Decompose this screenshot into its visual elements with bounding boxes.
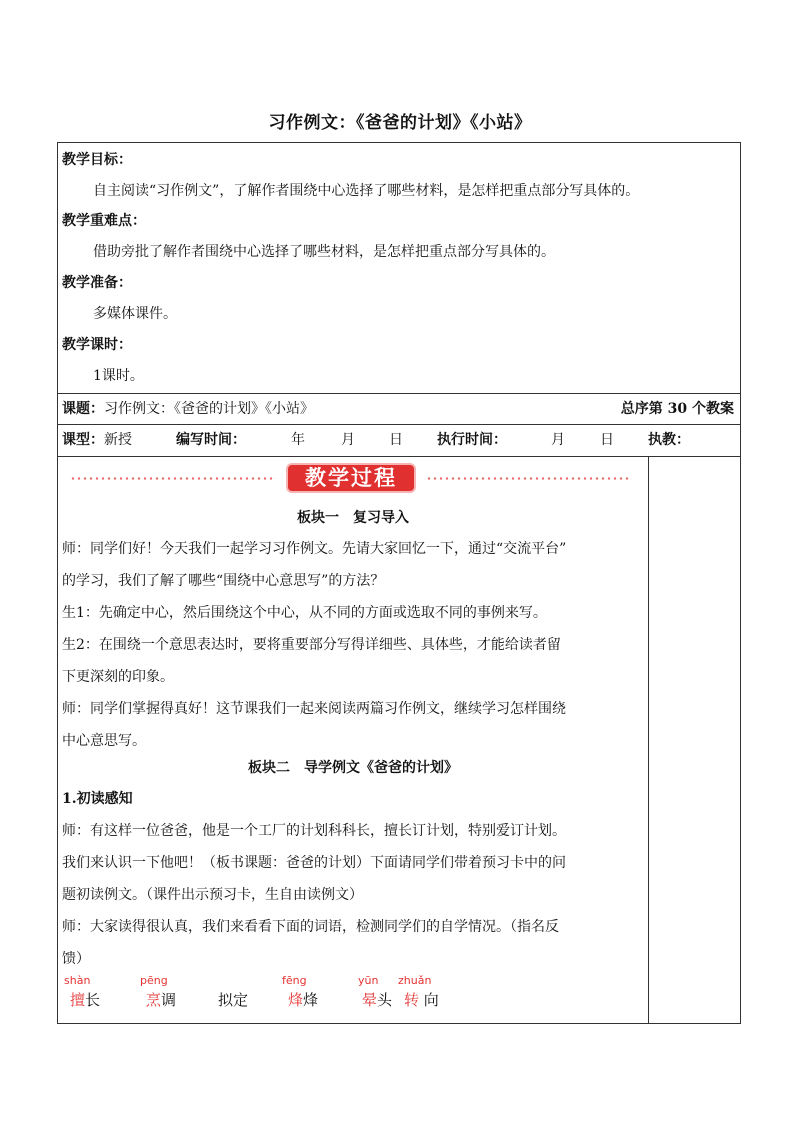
dotted-line-left	[70, 477, 276, 480]
char-rest: 拟定	[218, 991, 249, 1009]
topic-value: 习作例文：《爸爸的计划》《小站》	[104, 401, 314, 417]
char-rest: 烽	[303, 991, 319, 1009]
dotted-line-right	[426, 477, 632, 480]
type-field	[62, 431, 132, 449]
teaching-process-banner	[58, 461, 648, 497]
prep-label: 教学准备：	[62, 275, 132, 291]
column-divider	[648, 456, 649, 1023]
process-paragraphs	[62, 533, 644, 757]
paragraph-line: 生1：先确定中心，然后围绕这个中心，从不同的方面或选取不同的事例来写。	[62, 605, 547, 621]
prep-text: 多媒体课件。	[93, 306, 177, 322]
teacher-label: 执教：	[648, 432, 690, 448]
write-year: 年	[291, 432, 305, 448]
topic-label: 课题：	[62, 401, 104, 417]
exec-day: 日	[600, 432, 614, 448]
paragraph-line: 师：大家读得很认真，我们来看看下面的词语，检测同学们的自学情况。（指名反	[62, 919, 559, 935]
write-month: 月	[341, 432, 355, 448]
exec-month: 月	[551, 432, 565, 448]
reading-paragraphs	[62, 783, 644, 975]
key-label: 教学重难点：	[62, 213, 146, 229]
paragraph-line: 师：有这样一位爸爸，他是一个工厂的计划科科长，擅长订计划，特别爱订计划。	[62, 823, 566, 839]
paragraph-line: 的学习，我们了解了哪些“围绕中心意思写”的方法？	[62, 573, 385, 589]
goal-label: 教学目标：	[62, 152, 132, 168]
highlighted-char: 转	[404, 991, 420, 1009]
serial-suffix: 个教案	[692, 401, 734, 417]
char-rest: 长	[85, 991, 101, 1009]
hours-text: 1课时。	[93, 368, 144, 384]
type-label: 课型：	[62, 432, 104, 448]
paragraph-line: 馈）	[62, 951, 90, 967]
pinyin: shàn	[64, 974, 91, 987]
document-title: 习作例文：《爸爸的计划》《小站》	[268, 113, 532, 133]
highlighted-char: 烽	[288, 991, 304, 1009]
divider	[58, 393, 740, 394]
write-time-label: 编写时间：	[176, 432, 246, 448]
topic-row	[62, 400, 314, 418]
lesson-plan-table	[57, 142, 741, 1024]
section1-title: 板块一 复习导入	[297, 510, 409, 526]
serial-value: 30	[667, 401, 688, 417]
paragraph-line: 生2：在围绕一个意思表达时，要将重要部分写得详细些、具体些，才能给读者留	[62, 637, 561, 653]
key-text: 借助旁批了解作者围绕中心选择了哪些材料，是怎样把重点部分写具体的。	[93, 244, 555, 260]
divider	[58, 424, 740, 425]
paragraph-line: 下更深刻的印象。	[62, 669, 174, 685]
subheading: 1.初读感知	[62, 791, 133, 807]
paragraph-line: 我们来认识一下他吧！（板书课题：爸爸的计划）下面请同学们带着预习卡中的问	[62, 855, 566, 871]
char-rest: 头	[377, 991, 393, 1009]
pinyin: yūn	[358, 974, 379, 987]
paragraph-line: 题初读例文。（课件出示预习卡，生自由读例文）	[62, 887, 363, 903]
section2-title: 板块二 导学例文《爸爸的计划》	[248, 760, 458, 776]
paragraph-line: 中心意思写。	[62, 733, 146, 749]
serial-number	[621, 400, 734, 418]
banner-title: 教学过程	[286, 463, 416, 493]
goal-text: 自主阅读“习作例文”，了解作者围绕中心选择了哪些材料，是怎样把重点部分写具体的。	[93, 183, 640, 199]
paragraph-line: 师：同学们掌握得真好！这节课我们一起来阅读两篇习作例文，继续学习怎样围绕	[62, 701, 566, 717]
divider	[58, 456, 740, 457]
type-value: 新授	[104, 432, 132, 448]
write-day: 日	[389, 432, 403, 448]
vocabulary-row	[62, 974, 642, 1018]
pinyin: zhuǎn	[398, 974, 432, 987]
char-rest: 调	[161, 991, 177, 1009]
paragraph-line: 师：同学们好！今天我们一起学习习作例文。先请大家回忆一下，通过“交流平台”	[62, 541, 567, 557]
serial-prefix: 总序第	[620, 401, 663, 417]
char-rest: 向	[423, 991, 439, 1009]
pinyin: fēng	[282, 974, 307, 987]
pinyin: pēng	[140, 974, 168, 987]
highlighted-char: 擅	[70, 991, 86, 1009]
highlighted-char: 烹	[146, 991, 162, 1009]
exec-time-label: 执行时间：	[437, 432, 507, 448]
highlighted-char: 晕	[362, 991, 378, 1009]
hours-label: 教学课时：	[62, 337, 132, 353]
